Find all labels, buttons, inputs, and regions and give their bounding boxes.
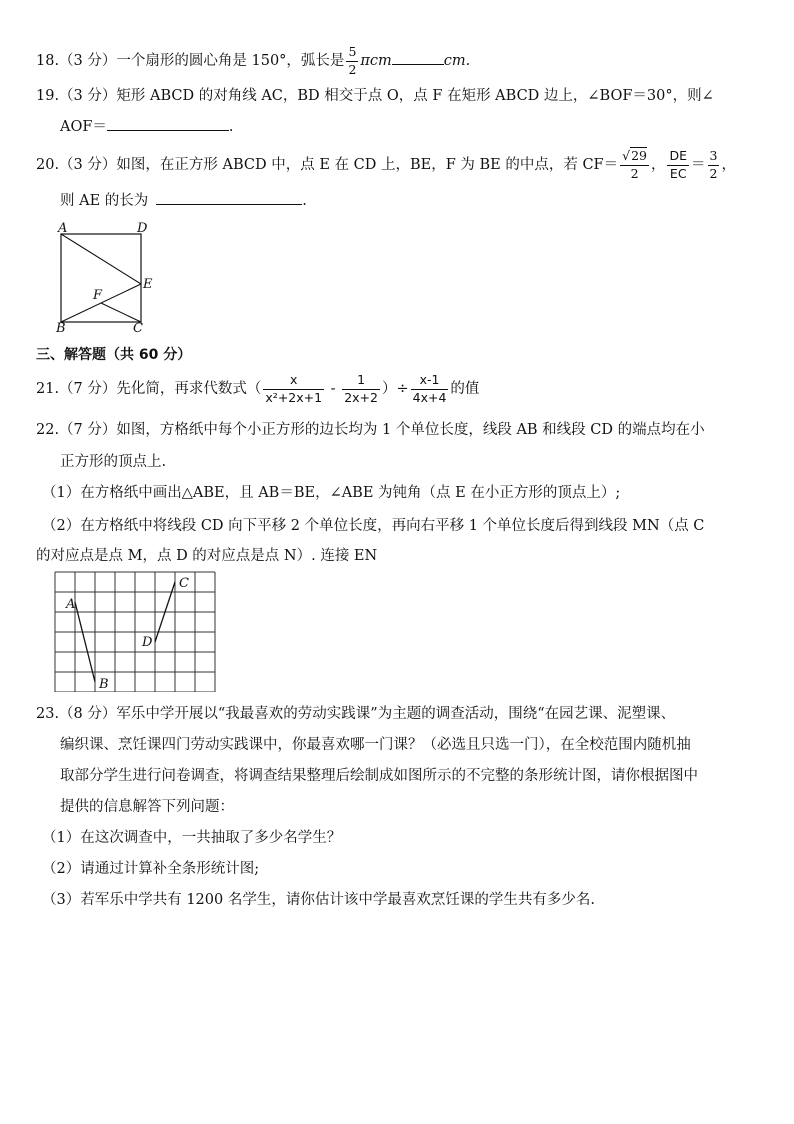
q18-line bbox=[36, 46, 470, 76]
q21-fraction-1: $\frac{x}{\text{x²+2x+1}}$ bbox=[265, 372, 323, 405]
q20-ratio-value: $\frac{3}{2}$ bbox=[709, 148, 718, 181]
label-d: D bbox=[137, 221, 148, 236]
label-c: C bbox=[133, 321, 143, 334]
q18-unit: πcm bbox=[360, 53, 392, 69]
q23-line1: 23.（8 分）军乐中学开展以“我最喜欢的劳动实践课”为主题的调查活动，围绕“在园艺课、泥塑课、 bbox=[36, 706, 676, 722]
q21-prefix: 21.（7 分）先化简，再求代数式（ bbox=[36, 381, 262, 397]
section-3-heading: 三、解答题（共 60 分） bbox=[36, 347, 192, 363]
segment-ab bbox=[75, 602, 95, 682]
segment-ae bbox=[61, 234, 141, 284]
q18-prefix: 18.（3 分）一个扇形的圆心角是 150°，弧长是 bbox=[36, 53, 345, 69]
q19-line2 bbox=[60, 116, 234, 137]
q20-cf-fraction: $\frac{√29}{2}$ bbox=[622, 148, 647, 181]
q23-line2: 编织课、烹饪课四门劳动实践课中，你最喜欢哪一门课？（必选且只选一门），在全校范围内随机抽 bbox=[60, 737, 691, 753]
q22-line1: 22.（7 分）如图，方格纸中每个小正方形的边长均为 1 个单位长度，线段 AB 和线段 CD 的端点均在小 bbox=[36, 422, 705, 438]
q18-fraction: $\frac{5}{2}$ bbox=[348, 44, 357, 77]
q18-suffix: cm. bbox=[443, 53, 471, 69]
q20-line1: 20.（3 分）如图，在正方形 ABCD 中，点 E 在 CD 上，BE，F 为 BE 的中点，若 CF＝ $\frac{√29}{2}$ ， $\frac{DE}{EC}$ ＝ $\frac{3}{2}$ ， bbox=[36, 148, 736, 181]
q19-line1: 19.（3 分）矩形 ABCD 的对角线 AC，BD 相交于点 O，点 F 在矩形 ABCD 边上，∠BOF＝30°，则∠ bbox=[36, 88, 714, 104]
q23-part1: （1）在这次调查中，一共抽取了多少名学生？ bbox=[42, 830, 342, 846]
q22-part2-line1: （2）在方格纸中将线段 CD 向下平移 2 个单位长度，再向右平移 1 个单位长度后得到线段 MN（点 C bbox=[42, 518, 705, 534]
q22-line2: 正方形的顶点上. bbox=[60, 454, 167, 470]
q22-grid-figure bbox=[52, 566, 222, 692]
label-a: A bbox=[58, 221, 68, 236]
q20-ratio-fraction: $\frac{DE}{EC}$ bbox=[669, 148, 688, 181]
q19-line2-suffix: . bbox=[228, 119, 234, 135]
q20-line2-prefix: 则 AE 的长为 bbox=[60, 193, 149, 209]
q19-answer-blank[interactable] bbox=[107, 116, 229, 131]
grid-label-a: A bbox=[66, 597, 76, 612]
q20-square-figure bbox=[52, 220, 162, 334]
q23-part2: （2）请通过计算补全条形统计图; bbox=[42, 861, 260, 877]
label-b: B bbox=[56, 321, 66, 334]
grid-label-b: B bbox=[99, 677, 109, 692]
square-abcd bbox=[61, 234, 141, 322]
q21-fraction-3: $\frac{x-1}{4x+4}$ bbox=[412, 372, 447, 405]
grid-label-d: D bbox=[142, 635, 153, 650]
grid-label-c: C bbox=[179, 576, 189, 591]
q19-line2-prefix: AOF＝ bbox=[60, 119, 107, 135]
grid-lines bbox=[55, 572, 215, 692]
q20-prefix: 20.（3 分）如图，在正方形 ABCD 中，点 E 在 CD 上，BE，F 为 BE 的中点，若 CF＝ bbox=[36, 157, 619, 173]
q21-line: 21.（7 分）先化简，再求代数式（ $\frac{x}{\text{x²+2x+1}}$ - $\frac{1}{2x+2}$ ）÷ $\frac{x-1}{4x+4}$ 的值 bbox=[36, 372, 480, 405]
q23-part3: （3）若军乐中学共有 1200 名学生，请你估计该中学最喜欢烹饪课的学生共有多少名. bbox=[42, 892, 595, 908]
q20-answer-blank[interactable] bbox=[156, 190, 302, 205]
q22-part2-line2: 的对应点是点 M，点 D 的对应点是点 N）. 连接 EN bbox=[36, 548, 378, 564]
q22-part1: （1）在方格纸中画出△ABE，且 AB＝BE，∠ABE 为钝角（点 E 在小正方形的顶点上）; bbox=[42, 485, 621, 501]
label-e: E bbox=[143, 277, 153, 292]
q18-answer-blank[interactable] bbox=[392, 50, 444, 65]
q23-line4: 提供的信息解答下列问题： bbox=[60, 799, 234, 815]
q23-line3: 取部分学生进行问卷调查，将调查结果整理后绘制成如图所示的不完整的条形统计图，请你根据图中 bbox=[60, 768, 698, 784]
q21-fraction-2: $\frac{1}{2x+2}$ bbox=[344, 372, 378, 405]
label-f: F bbox=[93, 288, 103, 303]
q20-line2: 则 AE 的长为 . bbox=[60, 190, 307, 211]
segment-cf bbox=[101, 303, 141, 322]
